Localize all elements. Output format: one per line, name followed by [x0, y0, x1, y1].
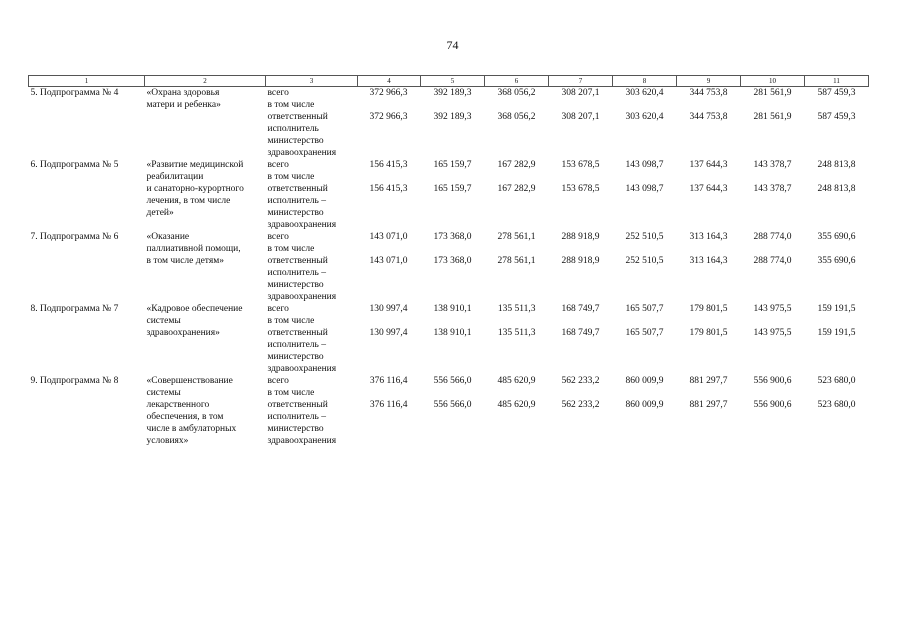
amount-cell: 135 511,3 — [497, 328, 536, 338]
funding-type: ответственный исполнитель – министерство здравоохранения — [267, 184, 337, 230]
amount-cell: 344 753,8 — [689, 112, 728, 122]
column-header-4: 4 — [358, 76, 421, 87]
amount-cell — [613, 243, 677, 255]
amount-cell: 153 678,5 — [561, 184, 600, 194]
amount-cell: 485 620,9 — [497, 376, 536, 386]
column-header-11: 11 — [805, 76, 869, 87]
amount-cell: 278 561,1 — [497, 232, 536, 242]
funding-type: всего — [267, 376, 289, 386]
column-header-10: 10 — [741, 76, 805, 87]
amount-cell: 523 680,0 — [817, 400, 856, 410]
amount-cell: 303 620,4 — [625, 88, 664, 98]
amount-cell: 248 813,8 — [817, 160, 856, 170]
funding-type: в том числе — [267, 100, 315, 110]
amount-cell — [421, 243, 485, 255]
budget-table — [28, 75, 869, 447]
amount-cell: 556 566,0 — [433, 376, 472, 386]
amount-cell: 179 801,5 — [689, 328, 728, 338]
amount-cell: 130 997,4 — [369, 304, 408, 314]
amount-cell: 173 368,0 — [433, 232, 472, 242]
amount-cell: 308 207,1 — [561, 112, 600, 122]
amount-cell: 392 189,3 — [433, 112, 472, 122]
subprogram-description: «Развитие медицинской реабилитации и санаторно-курортного лечения, в том числе детей» — [146, 160, 244, 218]
amount-cell: 313 164,3 — [689, 232, 728, 242]
column-header-9: 9 — [677, 76, 741, 87]
amount-cell — [741, 387, 805, 399]
amount-cell: 278 561,1 — [497, 256, 536, 266]
funding-type: ответственный исполнитель – министерство здравоохранения — [267, 328, 337, 374]
amount-cell — [741, 171, 805, 183]
amount-cell — [805, 243, 869, 255]
amount-cell — [741, 315, 805, 327]
amount-cell: 376 116,4 — [369, 400, 408, 410]
amount-cell: 372 966,3 — [369, 88, 408, 98]
amount-cell — [358, 99, 421, 111]
amount-cell: 168 749,7 — [561, 328, 600, 338]
amount-cell — [613, 171, 677, 183]
funding-type: в том числе — [267, 316, 315, 326]
amount-cell: 252 510,5 — [625, 232, 664, 242]
amount-cell — [613, 99, 677, 111]
amount-cell: 159 191,5 — [817, 304, 856, 314]
amount-cell: 587 459,3 — [817, 112, 856, 122]
amount-cell: 179 801,5 — [689, 304, 728, 314]
amount-cell — [421, 315, 485, 327]
subprogram-description: «Охрана здоровья матери и ребенка» — [146, 88, 221, 110]
funding-type: в том числе — [267, 172, 315, 182]
table-body — [29, 87, 869, 448]
amount-cell: 135 511,3 — [497, 304, 536, 314]
amount-cell: 392 189,3 — [433, 88, 472, 98]
amount-cell: 556 900,6 — [753, 400, 792, 410]
amount-cell: 143 378,7 — [753, 160, 792, 170]
amount-cell: 288 918,9 — [561, 232, 600, 242]
amount-cell: 143 071,0 — [369, 256, 408, 266]
funding-type: ответственный исполнитель министерство здравоохранения — [267, 112, 337, 158]
amount-cell: 143 071,0 — [369, 232, 408, 242]
column-header-2: 2 — [145, 76, 266, 87]
amount-cell: 130 997,4 — [369, 328, 408, 338]
amount-cell — [613, 315, 677, 327]
amount-cell: 252 510,5 — [625, 256, 664, 266]
amount-cell: 153 678,5 — [561, 160, 600, 170]
amount-cell: 165 159,7 — [433, 160, 472, 170]
amount-cell — [805, 99, 869, 111]
amount-cell: 137 644,3 — [689, 184, 728, 194]
amount-cell: 143 975,5 — [753, 328, 792, 338]
table-row — [29, 159, 869, 171]
subprogram-name: 8. Подпрограмма № 7 — [30, 304, 119, 314]
amount-cell: 281 561,9 — [753, 88, 792, 98]
amount-cell: 143 975,5 — [753, 304, 792, 314]
amount-cell: 881 297,7 — [689, 400, 728, 410]
amount-cell — [358, 315, 421, 327]
column-header-6: 6 — [485, 76, 549, 87]
amount-cell: 281 561,9 — [753, 112, 792, 122]
amount-cell: 138 910,1 — [433, 304, 472, 314]
amount-cell — [741, 243, 805, 255]
column-header-1: 1 — [29, 76, 145, 87]
subprogram-name: 6. Подпрограмма № 5 — [30, 160, 119, 170]
amount-cell: 556 566,0 — [433, 400, 472, 410]
amount-cell — [549, 243, 613, 255]
amount-cell — [805, 387, 869, 399]
amount-cell — [421, 99, 485, 111]
amount-cell: 288 918,9 — [561, 256, 600, 266]
amount-cell — [485, 387, 549, 399]
amount-cell: 143 098,7 — [625, 160, 664, 170]
amount-cell: 562 233,2 — [561, 400, 600, 410]
amount-cell: 248 813,8 — [817, 184, 856, 194]
amount-cell: 303 620,4 — [625, 112, 664, 122]
funding-type: всего — [267, 304, 289, 314]
amount-cell — [358, 171, 421, 183]
column-header-3: 3 — [266, 76, 358, 87]
amount-cell — [677, 315, 741, 327]
amount-cell: 313 164,3 — [689, 256, 728, 266]
table-row — [29, 375, 869, 387]
amount-cell: 355 690,6 — [817, 256, 856, 266]
amount-cell — [741, 99, 805, 111]
funding-type: в том числе — [267, 244, 315, 254]
amount-cell — [677, 99, 741, 111]
subprogram-description: «Оказание паллиативной помощи, в том числе детям» — [146, 232, 241, 266]
amount-cell: 138 910,1 — [433, 328, 472, 338]
amount-cell — [677, 171, 741, 183]
amount-cell: 143 098,7 — [625, 184, 664, 194]
page-number: 74 — [446, 38, 459, 52]
amount-cell: 159 191,5 — [817, 328, 856, 338]
amount-cell: 368 056,2 — [497, 112, 536, 122]
column-header-7: 7 — [549, 76, 613, 87]
amount-cell: 156 415,3 — [369, 160, 408, 170]
amount-cell — [805, 315, 869, 327]
column-header-8: 8 — [613, 76, 677, 87]
column-header-5: 5 — [421, 76, 485, 87]
amount-cell — [421, 387, 485, 399]
amount-cell: 372 966,3 — [369, 112, 408, 122]
amount-cell: 344 753,8 — [689, 88, 728, 98]
amount-cell — [358, 387, 421, 399]
amount-cell — [485, 315, 549, 327]
funding-type: ответственный исполнитель – министерство здравоохранения — [267, 400, 337, 446]
amount-cell — [677, 243, 741, 255]
amount-cell: 556 900,6 — [753, 376, 792, 386]
amount-cell — [358, 243, 421, 255]
amount-cell — [485, 99, 549, 111]
amount-cell: 288 774,0 — [753, 256, 792, 266]
amount-cell: 167 282,9 — [497, 160, 536, 170]
subprogram-name: 7. Подпрограмма № 6 — [30, 232, 119, 242]
funding-type: всего — [267, 88, 289, 98]
header-row — [29, 76, 869, 87]
subprogram-name: 5. Подпрограмма № 4 — [30, 88, 119, 98]
amount-cell: 308 207,1 — [561, 88, 600, 98]
amount-cell — [805, 171, 869, 183]
amount-cell: 355 690,6 — [817, 232, 856, 242]
amount-cell: 137 644,3 — [689, 160, 728, 170]
amount-cell: 881 297,7 — [689, 376, 728, 386]
amount-cell: 587 459,3 — [817, 88, 856, 98]
amount-cell — [485, 243, 549, 255]
amount-cell: 167 282,9 — [497, 184, 536, 194]
amount-cell — [549, 171, 613, 183]
funding-type: всего — [267, 160, 289, 170]
amount-cell — [421, 171, 485, 183]
amount-cell — [549, 315, 613, 327]
amount-cell: 485 620,9 — [497, 400, 536, 410]
amount-cell: 173 368,0 — [433, 256, 472, 266]
table-row — [29, 303, 869, 315]
amount-cell — [613, 387, 677, 399]
table-header — [29, 76, 869, 87]
subprogram-description: «Совершенствование системы лекарственного обеспечения, в том числе в амбулаторных условиях» — [146, 376, 237, 446]
amount-cell: 165 507,7 — [625, 328, 664, 338]
amount-cell: 562 233,2 — [561, 376, 600, 386]
funding-type: всего — [267, 232, 289, 242]
amount-cell: 165 507,7 — [625, 304, 664, 314]
amount-cell — [549, 99, 613, 111]
funding-type: в том числе — [267, 388, 315, 398]
table-row — [29, 87, 869, 100]
amount-cell: 376 116,4 — [369, 376, 408, 386]
amount-cell — [677, 387, 741, 399]
amount-cell — [549, 387, 613, 399]
amount-cell — [485, 171, 549, 183]
funding-type: ответственный исполнитель – министерство здравоохранения — [267, 256, 337, 302]
amount-cell: 168 749,7 — [561, 304, 600, 314]
amount-cell: 165 159,7 — [433, 184, 472, 194]
amount-cell: 156 415,3 — [369, 184, 408, 194]
amount-cell: 860 009,9 — [625, 376, 664, 386]
subprogram-description: «Кадровое обеспечение системы здравоохранения» — [146, 304, 243, 338]
subprogram-name: 9. Подпрограмма № 8 — [30, 376, 119, 386]
table-row — [29, 231, 869, 243]
amount-cell: 368 056,2 — [497, 88, 536, 98]
amount-cell: 860 009,9 — [625, 400, 664, 410]
amount-cell: 143 378,7 — [753, 184, 792, 194]
amount-cell: 288 774,0 — [753, 232, 792, 242]
amount-cell: 523 680,0 — [817, 376, 856, 386]
